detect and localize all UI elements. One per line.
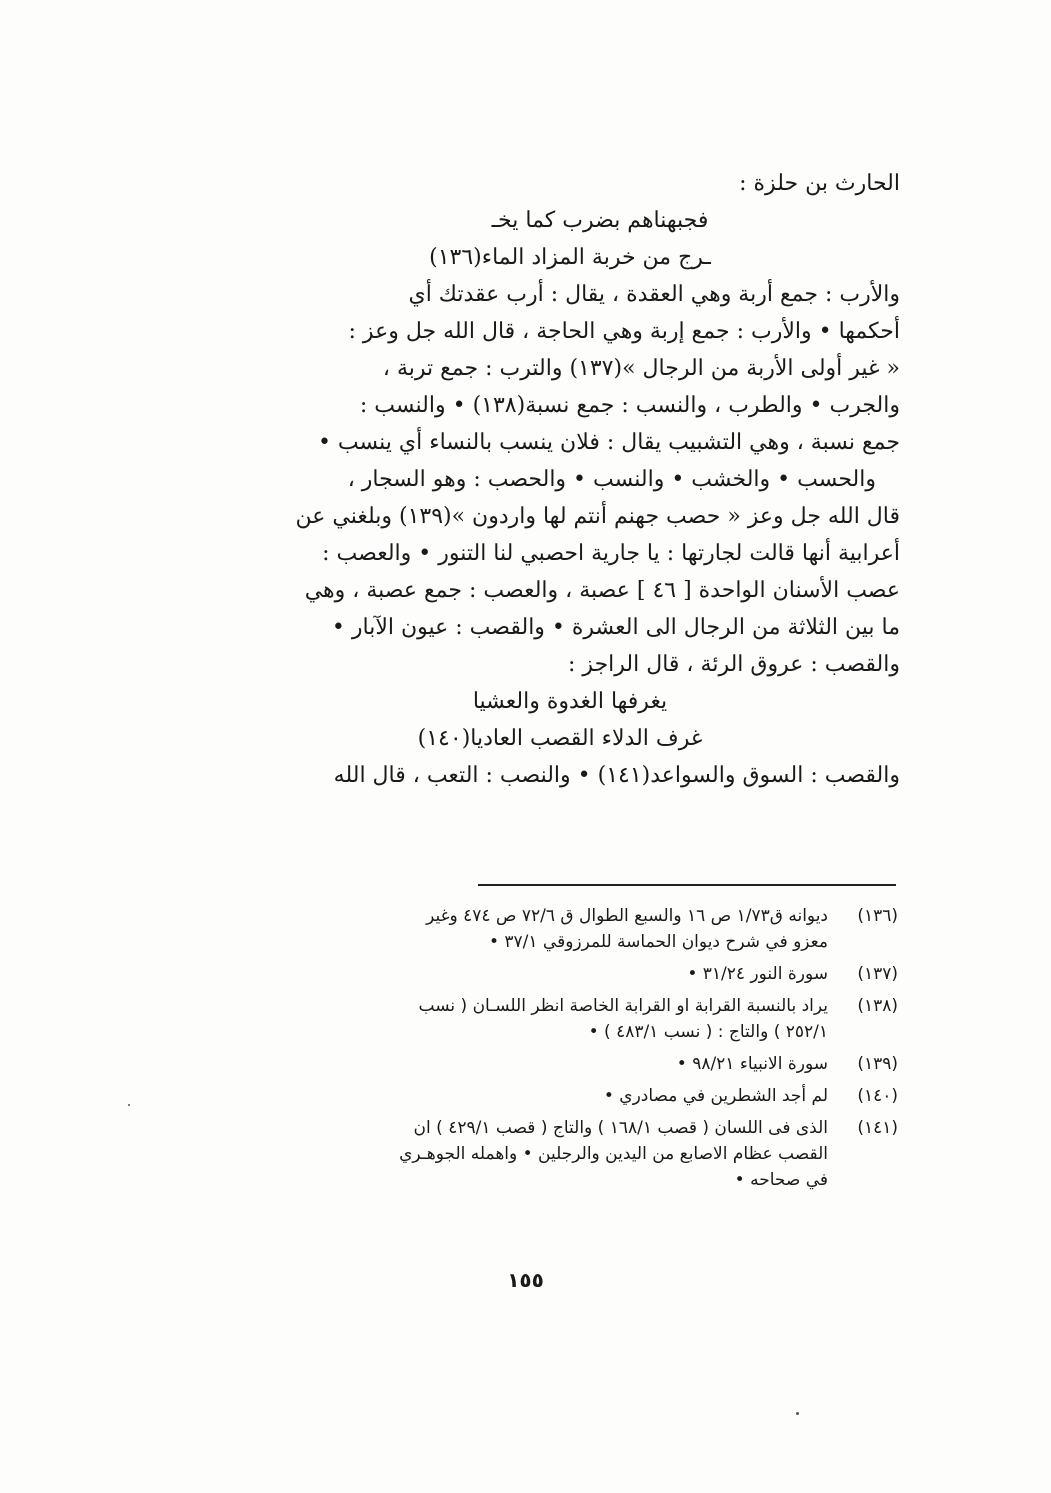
page-number: ١٥٥ xyxy=(507,1268,544,1292)
text-line: الحارث بن حلزة : xyxy=(739,171,900,196)
footnote-line: الذى فى اللسان ( قصب ١٦٨/١ ) والتاج ( قصب ٤٢٩/١ ) ان xyxy=(413,1118,828,1138)
footnote xyxy=(182,961,898,987)
text-line: قال الله جل وعز « حصب جهنم أنتم لها واردون »(١٣٩) وبلغني عن xyxy=(295,504,900,529)
verse-line: يغرفها الغدوة والعشيا xyxy=(472,689,668,714)
footnote-line: سورة الانبياء ٩٨/٢١ • xyxy=(676,1054,828,1074)
text-line: أعرابية أنها قالت لجارتها : يا جارية احصبي لنا التنور • والعصب : xyxy=(322,541,900,566)
scan-speck xyxy=(796,1412,799,1415)
footnote-number: (١٣٦) xyxy=(857,906,898,926)
text-line: ما بين الثلاثة من الرجال الى العشرة • والقصب : عيون الآبار • xyxy=(331,615,900,640)
footnote-line: في صحاحه • xyxy=(734,1170,828,1190)
text-line: والقصب : عروق الرئة ، قال الراجز : xyxy=(568,652,900,677)
footnote-line: لم أجد الشطرين في مصادري • xyxy=(603,1086,828,1106)
scan-speck xyxy=(128,1104,130,1106)
footnote xyxy=(182,1115,898,1193)
footnote-line: ديوانه ق١/٧٣ ص ١٦ والسبع الطوال ق ٧٢/٦ ص ٤٧٤ وغير xyxy=(426,906,828,926)
footnote xyxy=(182,993,898,1045)
verse-line: غرف الدلاء القصب العاديا(١٤٠) xyxy=(417,726,703,751)
footnote-text xyxy=(182,1083,828,1109)
footnote-line: القصب عظام الاصابع من اليدين والرجلين • واهمله الجوهـري xyxy=(399,1144,828,1164)
verse-line: ـرج من خربة المزاد الماء(١٣٦) xyxy=(429,245,711,270)
footnote-text xyxy=(182,903,828,955)
footnotes xyxy=(182,903,898,1199)
footnote xyxy=(182,1051,898,1077)
footnote-text xyxy=(182,1115,828,1193)
footnote-line: ٢٥٢/١ ) والتاج : ( نسب ٤٨٣/١ ) • xyxy=(588,1022,828,1042)
text-line: جمع نسبة ، وهي التشبيب يقال : فلان ينسب بالنساء أي ينسب • xyxy=(317,430,900,455)
text-line: والحسب • والخشب • والنسب • والحصب : وهو السجار ، xyxy=(347,467,876,492)
footnote xyxy=(182,903,898,955)
verse-line: فجبهناهم بضرب كما يخـ xyxy=(491,208,709,233)
text-line: والقصب : السوق والسواعد(١٤١) • والنصب : التعب ، قال الله xyxy=(333,763,900,788)
footnote-text xyxy=(182,993,828,1045)
footnote-line: معزو في شرح ديوان الحماسة للمرزوقي ٣٧/١ • xyxy=(488,932,828,952)
main-text-block xyxy=(180,165,900,794)
footnote-text xyxy=(182,1051,828,1077)
footnote-line: يراد بالنسبة القرابة او القرابة الخاصة انظر اللسـان ( نسب xyxy=(418,996,828,1016)
text-line: أحكمها • والأرب : جمع إربة وهي الحاجة ، قال الله جل وعز : xyxy=(348,319,900,344)
footnote-line: سورة النور ٣١/٢٤ • xyxy=(687,964,828,984)
footnote-text xyxy=(182,961,828,987)
footnote-number: (١٣٩) xyxy=(857,1054,898,1074)
footnote-number: (١٤٠) xyxy=(857,1086,898,1106)
footnote-number: (١٤١) xyxy=(857,1118,898,1138)
footnote-separator xyxy=(478,884,896,886)
text-line: والجرب • والطرب ، والنسب : جمع نسبة(١٣٨) • والنسب : xyxy=(359,393,900,418)
footnote xyxy=(182,1083,898,1109)
footnote-number: (١٣٧) xyxy=(857,964,898,984)
text-line: « غير أولى الأربة من الرجال »(١٣٧) والترب : جمع تربة ، xyxy=(382,356,900,381)
footnote-number: (١٣٨) xyxy=(857,996,898,1016)
text-line: عصب الأسنان الواحدة [ ٤٦ ] عصبة ، والعصب : جمع عصبة ، وهي xyxy=(304,578,900,603)
text-line: والأرب : جمع أربة وهي العقدة ، يقال : أرب عقدتك أي xyxy=(408,282,900,307)
